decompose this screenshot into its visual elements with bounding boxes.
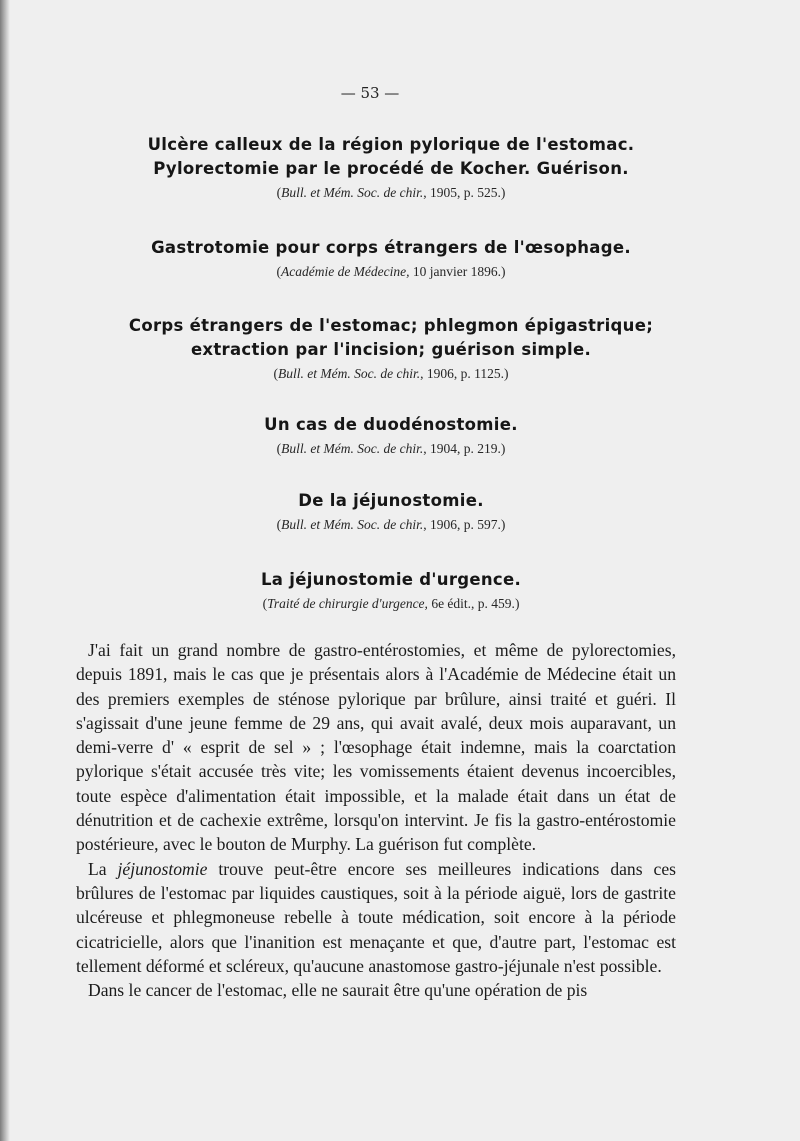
reference-details: , 1904, p. 219. bbox=[423, 441, 501, 456]
paragraph-2-rest: trouve peut-être encore ses meilleures indications dans ces brûlures de l'estomac par liquides caustiques, soit à la période aiguë, lors de gastrite ulcéreuse et phlegmoneuse rebelle à toute médication, soit encore à la période cicatricielle, alors que l'inanition est menaçante et que, d'autre part, l'estomac est tellement déformé et scléreux, qu'aucune anastomose gastro-jéjunale n'est possible. bbox=[76, 858, 676, 976]
entry-title-line: La jéjunostomie d'urgence. bbox=[260, 570, 522, 589]
entry-reference: (Académie de Médecine, 10 janvier 1896.) bbox=[276, 264, 506, 279]
entry-title-line: extraction par l'incision; guérison simple. bbox=[190, 340, 592, 359]
entry-jejunostomie bbox=[0, 489, 782, 535]
reference-details: , 1906, p. 1125. bbox=[420, 366, 504, 381]
entry-corps-etrangers bbox=[0, 314, 782, 384]
entry-reference: (Bull. et Mém. Soc. de chir., 1906, p. 597.) bbox=[276, 517, 506, 532]
entry-title-line: Gastrotomie pour corps étrangers de l'œsophage. bbox=[151, 238, 631, 257]
reference-details: 10 janvier 1896. bbox=[409, 264, 502, 279]
body-text bbox=[76, 638, 676, 1002]
reference-source: Bull. et Mém. Soc. de chir. bbox=[278, 366, 421, 381]
entry-ulcere-calleux bbox=[0, 133, 782, 203]
reference-details: , 1905, p. 525. bbox=[423, 185, 501, 200]
entry-jejunostomie-urgence bbox=[0, 568, 782, 614]
reference-source: Académie de Médecine, bbox=[280, 264, 410, 279]
entry-gastrotomie bbox=[0, 236, 782, 282]
reference-source: Bull. et Mém. Soc. de chir. bbox=[281, 441, 424, 456]
entry-title-line: Un cas de duodénostomie. bbox=[264, 415, 518, 434]
entry-duodenostomie bbox=[0, 413, 782, 459]
entry-title-line: De la jéjunostomie. bbox=[298, 491, 484, 510]
entry-reference: (Traité de chirurgie d'urgence, 6e édit., p. 459.) bbox=[262, 596, 520, 611]
paragraph-2-lead: La bbox=[88, 858, 118, 879]
page-number: — 53 — bbox=[340, 84, 400, 102]
paragraph-1: J'ai fait un grand nombre de gastro-entérostomies, et même de pylorectomies, depuis 1891, mais le cas que je présentais alors à l'Académie de Médecine était un des premiers exemples de sténose pylorique par brûlure, ainsi traité et guéri. Il s'agissait d'une jeune femme de 29 ans, qui avait avalé, deux mois auparavant, un demi-verre d' « esprit de sel » ; l'œsophage était indemne, mais la coarctation pylorique s'était accusée très vite; les vomissements étaient devenus incoercibles, toute espèce d'alimentation était impossible, et la malade était dans un état de dénutrition et de cachexie extrême, lorsqu'on intervint. Je fis la gastro-entérostomie postérieure, avec le bouton de Murphy. La guérison fut complète. bbox=[76, 640, 676, 855]
entry-reference: (Bull. et Mém. Soc. de chir., 1904, p. 219.) bbox=[276, 441, 506, 456]
paragraph-2-italic: jéjunostomie bbox=[117, 858, 208, 879]
entry-reference: (Bull. et Mém. Soc. de chir., 1905, p. 525.) bbox=[276, 185, 506, 200]
reference-details: 6e édit., p. 459. bbox=[427, 596, 515, 611]
reference-source: Bull. et Mém. Soc. de chir. bbox=[281, 185, 424, 200]
reference-source: Bull. et Mém. Soc. de chir. bbox=[281, 517, 424, 532]
reference-source: Traité de chirurgie d'urgence, bbox=[267, 596, 428, 611]
entry-title-line: Corps étrangers de l'estomac; phlegmon épigastrique; bbox=[128, 316, 654, 335]
entry-title-line: Ulcère calleux de la région pylorique de l'estomac. bbox=[147, 135, 635, 154]
entry-title-line: Pylorectomie par le procédé de Kocher. Guérison. bbox=[153, 159, 629, 178]
entry-reference: (Bull. et Mém. Soc. de chir., 1906, p. 1125.) bbox=[273, 366, 509, 381]
reference-details: , 1906, p. 597. bbox=[423, 517, 501, 532]
paragraph-2 bbox=[76, 857, 676, 978]
paragraph-3: Dans le cancer de l'estomac, elle ne saurait être qu'une opération de pis bbox=[88, 980, 588, 1001]
